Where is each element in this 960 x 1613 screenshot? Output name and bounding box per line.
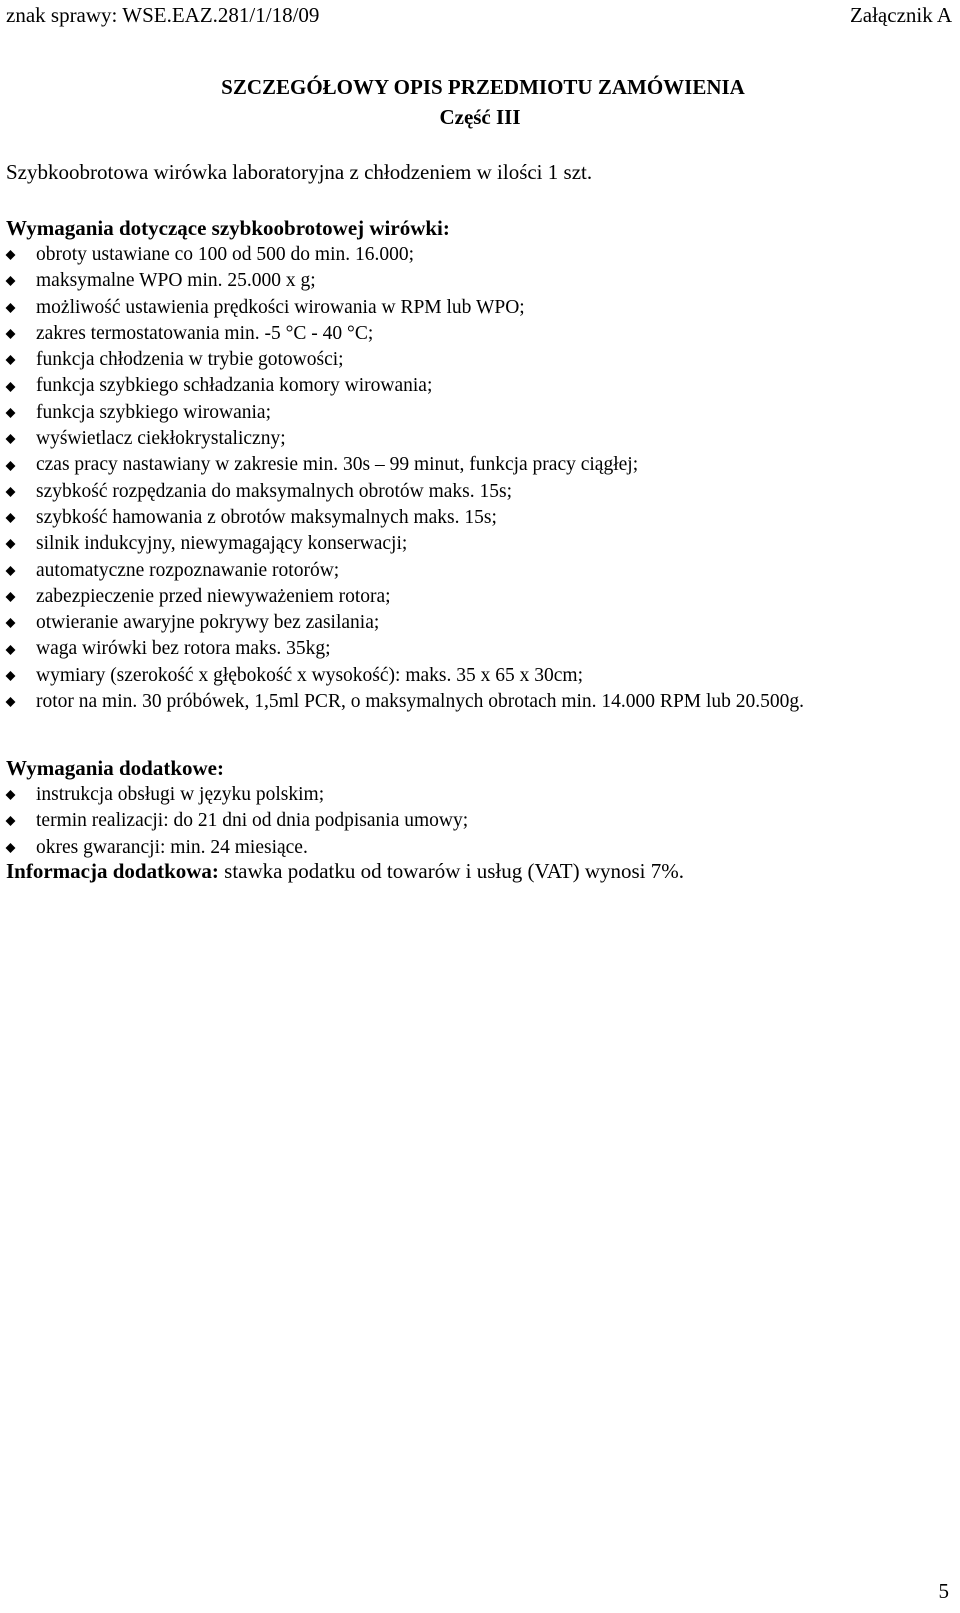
case-reference: znak sprawy: WSE.EAZ.281/1/18/09 xyxy=(6,3,320,27)
list-item xyxy=(6,321,954,347)
diamond-bullet-icon xyxy=(6,329,16,339)
list-item-text: obroty ustawiane co 100 od 500 do min. 16.000; xyxy=(36,244,415,265)
list-item-text: wymiary (szerokość x głębokość x wysokość): maks. 35 x 65 x 30cm; xyxy=(36,664,583,686)
list-item-text: czas pracy nastawiany w zakresie min. 30s – 99 minut, funkcja pracy ciągłej; xyxy=(36,454,639,476)
list-item-text: automatyczne rozpoznawanie rotorów; xyxy=(36,559,340,581)
diamond-bullet-icon xyxy=(6,487,16,497)
list-item xyxy=(6,610,954,636)
diamond-bullet-icon xyxy=(6,566,16,576)
list-item xyxy=(6,426,954,452)
list-item-text: otwieranie awaryjne pokrywy bez zasilania; xyxy=(36,612,380,634)
list-item-text: możliwość ustawienia prędkości wirowania w RPM lub WPO; xyxy=(36,296,525,318)
diamond-bullet-icon xyxy=(6,816,16,826)
title-line-2: Część III xyxy=(439,105,521,129)
requirements-list xyxy=(6,242,954,715)
diamond-bullet-icon xyxy=(6,618,16,628)
list-item xyxy=(6,531,954,557)
list-item xyxy=(6,400,954,426)
list-item-text: silnik indukcyjny, niewymagający konserwacji; xyxy=(36,533,408,555)
additional-info xyxy=(6,857,684,885)
page-number: 5 xyxy=(938,1579,949,1603)
document-title xyxy=(0,72,960,132)
title-line-1: SZCZEGÓŁOWY OPIS PRZEDMIOTU ZAMÓWIENIA xyxy=(221,75,745,99)
info-label: Informacja dodatkowa: xyxy=(6,859,219,883)
diamond-bullet-icon xyxy=(6,382,16,392)
diamond-bullet-icon xyxy=(6,843,16,853)
list-item-text: maksymalne WPO min. 25.000 x g; xyxy=(36,270,316,292)
list-item-text: funkcja szybkiego wirowania; xyxy=(36,401,272,423)
diamond-bullet-icon xyxy=(6,671,16,681)
list-item xyxy=(6,808,954,834)
list-item xyxy=(6,584,954,610)
diamond-bullet-icon xyxy=(6,250,16,260)
list-item xyxy=(6,295,954,321)
diamond-bullet-icon xyxy=(6,355,16,365)
list-item xyxy=(6,373,954,399)
list-item xyxy=(6,689,954,715)
diamond-bullet-icon xyxy=(6,303,16,313)
list-item xyxy=(6,782,954,808)
list-item xyxy=(6,452,954,478)
list-item xyxy=(6,636,954,662)
diamond-bullet-icon xyxy=(6,790,16,800)
info-text: stawka podatku od towarów i usług (VAT) wynosi 7%. xyxy=(218,859,684,883)
intro-paragraph: Szybkoobrotowa wirówka laboratoryjna z chłodzeniem w ilości 1 szt. xyxy=(6,160,593,184)
list-item xyxy=(6,663,954,689)
list-item-text: szybkość rozpędzania do maksymalnych obrotów maks. 15s; xyxy=(36,480,513,502)
list-item xyxy=(6,242,954,268)
list-item-text: funkcja chłodzenia w trybie gotowości; xyxy=(36,349,344,371)
requirements-section xyxy=(6,214,954,715)
page-header xyxy=(6,2,952,28)
list-item xyxy=(6,347,954,373)
list-item xyxy=(6,558,954,584)
list-item-text: termin realizacji: do 21 dni od dnia podpisania umowy; xyxy=(36,810,469,832)
diamond-bullet-icon xyxy=(6,645,16,655)
additional-heading: Wymagania dodatkowe: xyxy=(6,756,224,780)
additional-list xyxy=(6,782,954,861)
additional-section xyxy=(6,754,954,861)
diamond-bullet-icon xyxy=(6,513,16,523)
list-item xyxy=(6,268,954,294)
list-item-text: zabezpieczenie przed niewyważeniem rotora; xyxy=(36,585,391,607)
diamond-bullet-icon xyxy=(6,408,16,418)
diamond-bullet-icon xyxy=(6,697,16,707)
list-item-text: okres gwarancji: min. 24 miesiące. xyxy=(36,836,308,858)
list-item-text: waga wirówki bez rotora maks. 35kg; xyxy=(36,638,331,660)
list-item xyxy=(6,505,954,531)
diamond-bullet-icon xyxy=(6,276,16,286)
list-item-text: instrukcja obsługi w języku polskim; xyxy=(36,784,325,805)
list-item-text: wyświetlacz ciekłokrystaliczny; xyxy=(36,428,286,450)
requirements-heading: Wymagania dotyczące szybkoobrotowej wirówki: xyxy=(6,216,450,240)
list-item-text: rotor na min. 30 próbówek, 1,5ml PCR, o maksymalnych obrotach min. 14.000 RPM lub 20.500g. xyxy=(36,691,805,713)
list-item-text: zakres termostatowania min. -5 °C - 40 °C; xyxy=(36,322,374,344)
list-item-text: szybkość hamowania z obrotów maksymalnych maks. 15s; xyxy=(36,506,497,528)
annex-label: Załącznik A xyxy=(849,3,952,27)
list-item xyxy=(6,479,954,505)
diamond-bullet-icon xyxy=(6,539,16,549)
diamond-bullet-icon xyxy=(6,434,16,444)
diamond-bullet-icon xyxy=(6,461,16,471)
list-item-text: funkcja szybkiego schładzania komory wirowania; xyxy=(36,375,433,397)
diamond-bullet-icon xyxy=(6,592,16,602)
